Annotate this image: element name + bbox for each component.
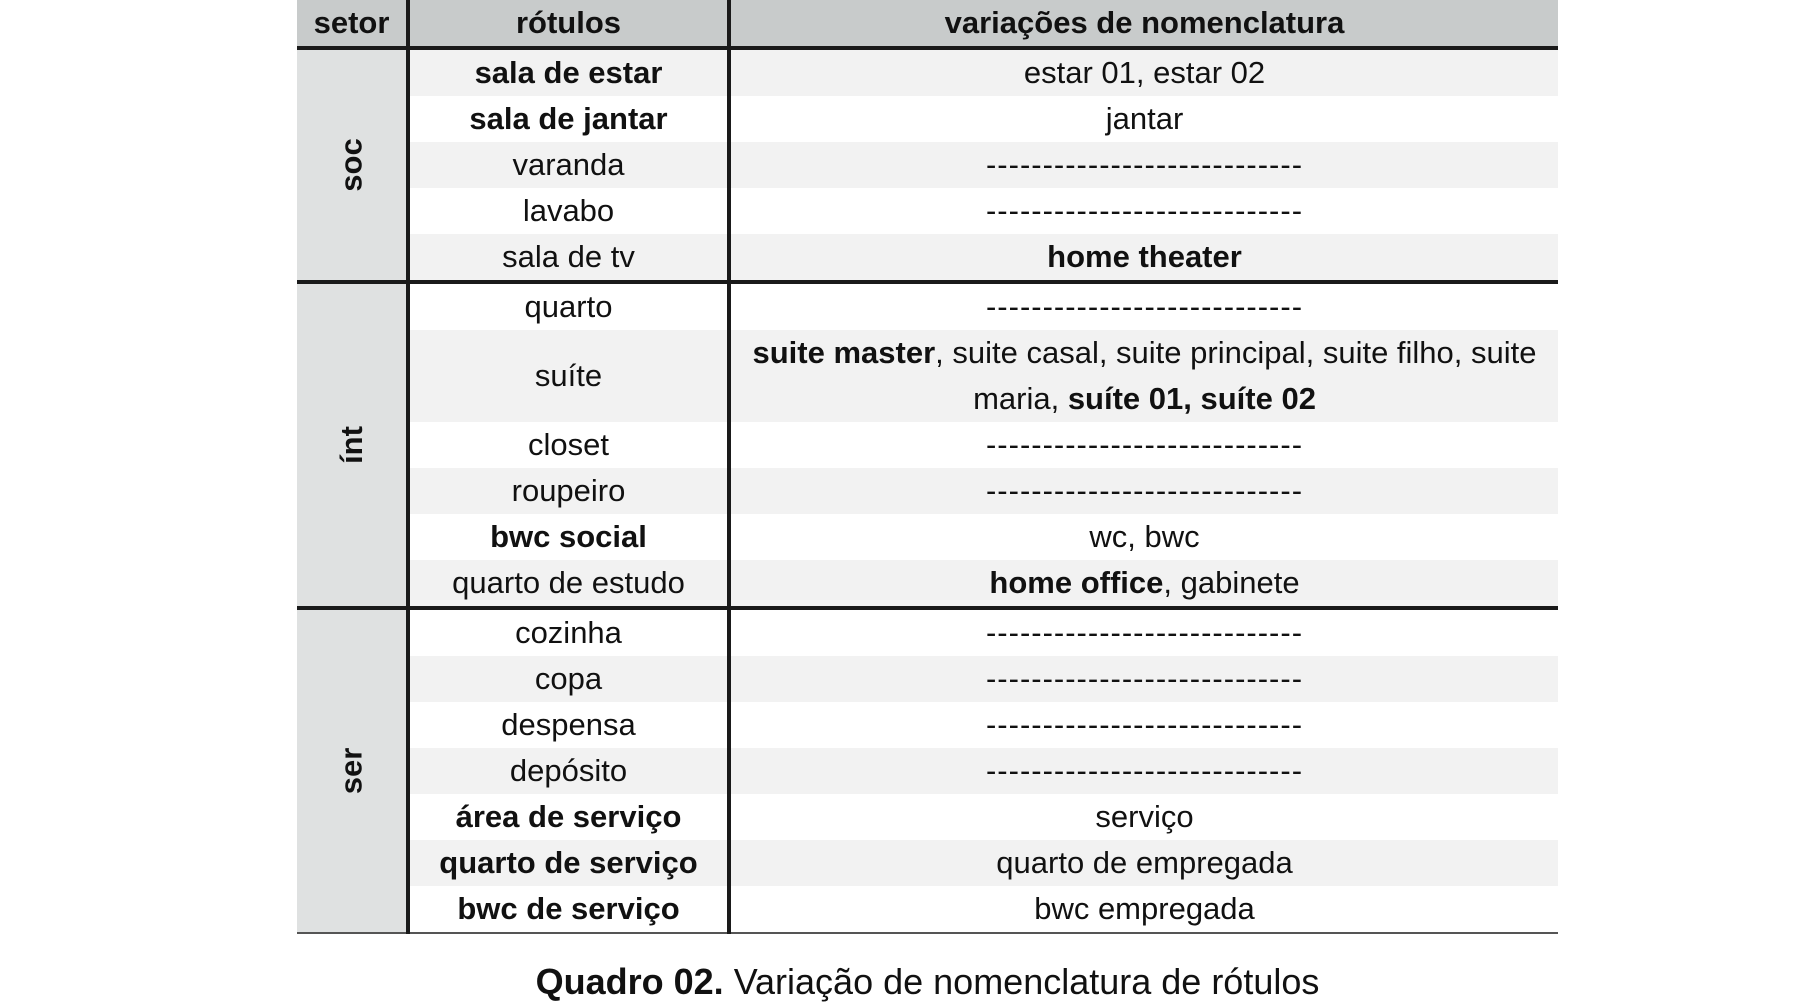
variacoes-cell <box>729 794 1558 840</box>
variacao-text: wc, bwc <box>1089 519 1200 554</box>
table-row <box>297 468 1558 514</box>
table-row <box>297 656 1558 702</box>
table-row <box>297 330 1558 422</box>
variacao-text: bwc empregada <box>1034 891 1255 926</box>
variacao-text: ---------------------------- <box>985 615 1304 650</box>
rotulo-cell: bwc de serviço <box>408 886 729 933</box>
variacao-text: ---------------------------- <box>985 289 1304 324</box>
variacoes-cell <box>729 468 1558 514</box>
rotulo-cell: depósito <box>408 748 729 794</box>
nomenclature-table <box>297 0 1558 934</box>
table-header-row <box>297 0 1558 48</box>
rotulo-cell: área de serviço <box>408 794 729 840</box>
table-body <box>297 48 1558 933</box>
rotulo-cell: sala de estar <box>408 48 729 96</box>
caption-text: Variação de nomenclatura de rótulos <box>723 961 1320 1002</box>
rotulo-cell: quarto de serviço <box>408 840 729 886</box>
variacao-text: , gabinete <box>1163 565 1300 600</box>
variacao-text: quarto de empregada <box>996 845 1293 880</box>
rotulo-cell: cozinha <box>408 608 729 656</box>
rotulo-cell: quarto <box>408 282 729 330</box>
variacoes-cell <box>729 514 1558 560</box>
table-row <box>297 48 1558 96</box>
variacoes-cell <box>729 188 1558 234</box>
table-row <box>297 234 1558 282</box>
variacoes-cell <box>729 748 1558 794</box>
variacoes-cell <box>729 560 1558 608</box>
rotulo-cell: bwc social <box>408 514 729 560</box>
variacao-text: ---------------------------- <box>985 473 1304 508</box>
table-row <box>297 748 1558 794</box>
rotulo-cell: suíte <box>408 330 729 422</box>
header-variacoes: variações de nomenclatura <box>729 0 1558 48</box>
setor-cell <box>297 282 408 608</box>
variacoes-cell <box>729 840 1558 886</box>
variacao-text: ---------------------------- <box>985 753 1304 788</box>
rotulo-cell: lavabo <box>408 188 729 234</box>
setor-label: soc <box>333 138 369 192</box>
table-caption <box>297 961 1558 1003</box>
table-row <box>297 188 1558 234</box>
variacoes-cell <box>729 330 1558 422</box>
rotulo-cell: copa <box>408 656 729 702</box>
variacoes-cell <box>729 282 1558 330</box>
setor-cell <box>297 608 408 933</box>
header-rotulos: rótulos <box>408 0 729 48</box>
variacoes-cell <box>729 422 1558 468</box>
table-row <box>297 608 1558 656</box>
rotulo-cell: sala de jantar <box>408 96 729 142</box>
variacoes-cell <box>729 886 1558 933</box>
rotulo-cell: closet <box>408 422 729 468</box>
rotulo-cell: sala de tv <box>408 234 729 282</box>
table-row <box>297 422 1558 468</box>
variacao-text: ---------------------------- <box>985 147 1304 182</box>
variacoes-cell <box>729 656 1558 702</box>
table-row <box>297 886 1558 933</box>
rotulo-cell: roupeiro <box>408 468 729 514</box>
table-row <box>297 142 1558 188</box>
rotulo-cell: despensa <box>408 702 729 748</box>
variacoes-cell <box>729 702 1558 748</box>
table-row <box>297 794 1558 840</box>
variacao-text: ---------------------------- <box>985 661 1304 696</box>
table-row <box>297 514 1558 560</box>
variacao-text: ---------------------------- <box>985 193 1304 228</box>
rotulo-cell: quarto de estudo <box>408 560 729 608</box>
variacao-text: suíte 01, suíte 02 <box>1067 381 1316 416</box>
variacao-text: jantar <box>1105 101 1184 136</box>
table-row <box>297 560 1558 608</box>
variacao-text: home office <box>989 565 1164 600</box>
variacoes-cell <box>729 234 1558 282</box>
table-row <box>297 96 1558 142</box>
variacao-text: , suite casal, suite principal, suite filho, suite maria, <box>935 335 1537 416</box>
variacao-text: suite master <box>752 335 936 370</box>
variacoes-cell <box>729 48 1558 96</box>
variacao-text: ---------------------------- <box>985 707 1304 742</box>
setor-label: ser <box>333 747 369 795</box>
table-row <box>297 840 1558 886</box>
header-setor: setor <box>297 0 408 48</box>
variacao-text: home theater <box>1047 239 1242 274</box>
variacao-text: estar 01, estar 02 <box>1023 55 1266 90</box>
table-row <box>297 702 1558 748</box>
variacoes-cell <box>729 96 1558 142</box>
rotulo-cell: varanda <box>408 142 729 188</box>
variacoes-cell <box>729 142 1558 188</box>
variacao-text: serviço <box>1095 799 1194 834</box>
setor-cell <box>297 48 408 282</box>
caption-label: Quadro 02. <box>535 961 724 1002</box>
variacoes-cell <box>729 608 1558 656</box>
variacao-text: ---------------------------- <box>985 427 1304 462</box>
table-row <box>297 282 1558 330</box>
setor-label: ínt <box>333 426 369 464</box>
